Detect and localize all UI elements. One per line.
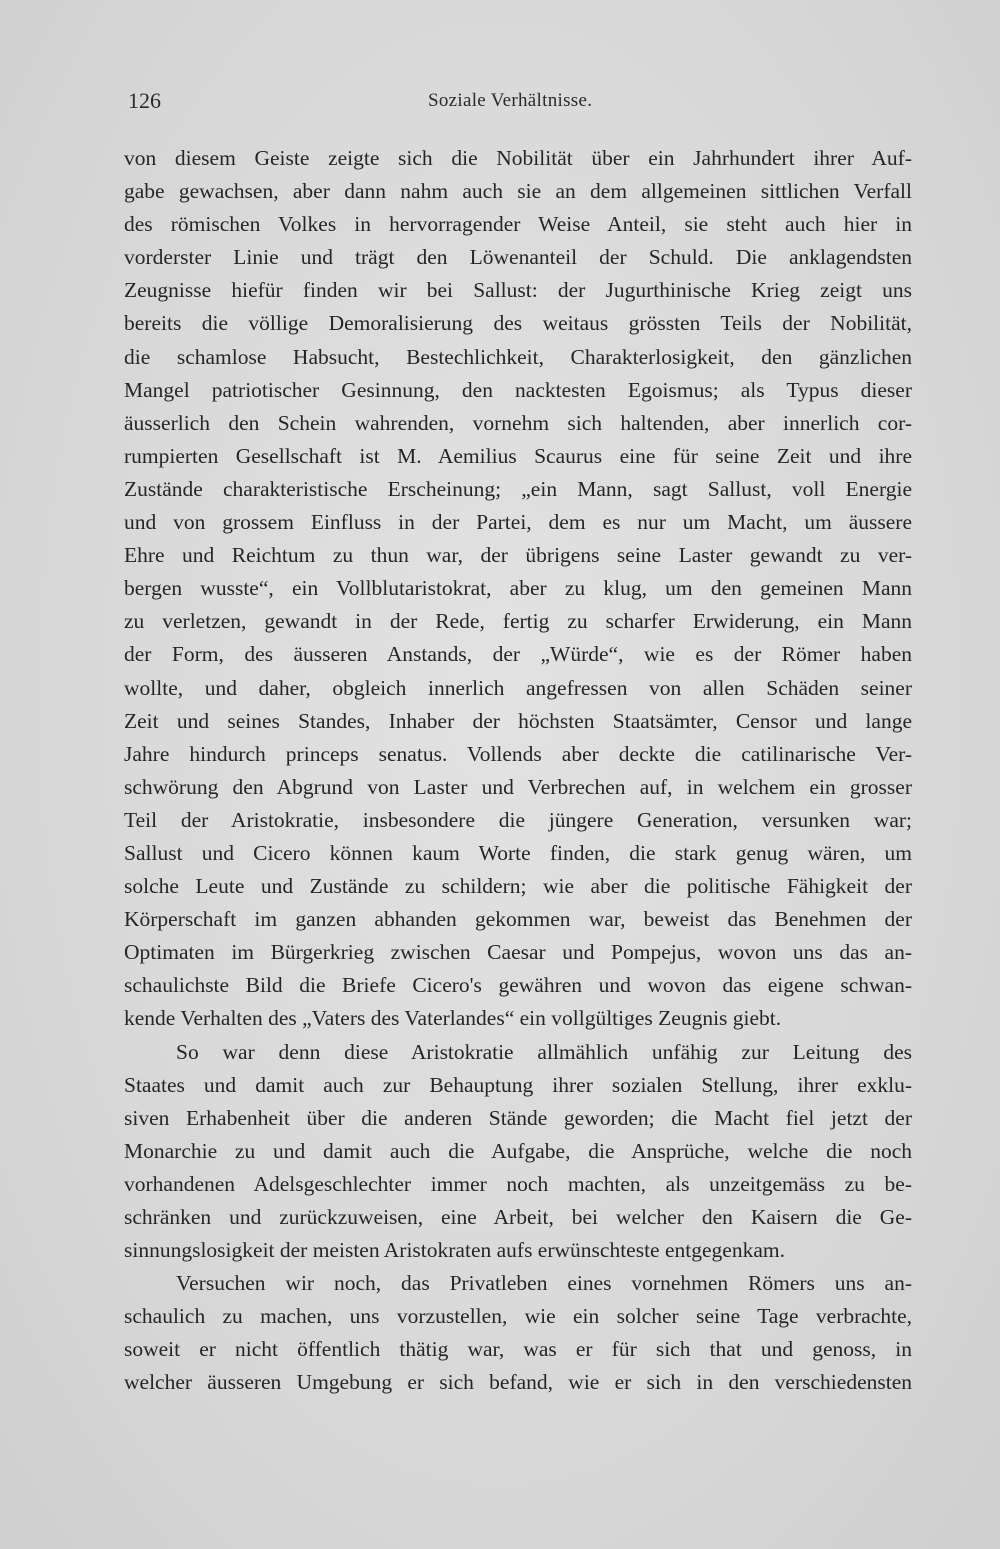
text-line: bergen wusste“, ein Vollblutaristokrat, aber zu klug, um den gemeinen Mann: [124, 576, 912, 601]
text-line: solche Leute und Zustände zu schildern; wie aber die politische Fähigkeit der: [124, 874, 912, 899]
text-line: vorhandenen Adelsgeschlechter immer noch machten, als unzeitgemäss zu be-: [124, 1171, 912, 1196]
text-line: Teil der Aristokratie, insbesondere die jüngere Generation, versunken war;: [124, 807, 912, 832]
page-number: 126: [128, 88, 161, 113]
page-header: [128, 88, 906, 118]
text-line: kende Verhalten des „Vaters des Vaterlandes“ ein vollgültiges Zeugnis giebt.: [124, 1006, 782, 1031]
text-line: schaulich zu machen, uns vorzustellen, wie ein solcher seine Tage verbrachte,: [124, 1304, 912, 1329]
text-line: Zeit und seines Standes, Inhaber der höchsten Staatsämter, Censor und lange: [124, 708, 912, 733]
text-line: schwörung den Abgrund von Laster und Verbrechen auf, in welchem ein grosser: [124, 774, 912, 799]
text-line: soweit er nicht öffentlich thätig war, was er für sich that und genoss, in: [124, 1337, 912, 1362]
text-line: Körperschaft im ganzen abhanden gekommen war, beweist das Benehmen der: [124, 907, 912, 932]
text-line: Zustände charakteristische Erscheinung; „ein Mann, sagt Sallust, voll Energie: [124, 476, 912, 501]
text-line: Optimaten im Bürgerkrieg zwischen Caesar und Pompejus, wovon uns das an-: [124, 940, 912, 965]
text-line: wollte, und daher, obgleich innerlich angefressen von allen Schäden seiner: [124, 675, 912, 700]
text-line: rumpierten Gesellschaft ist M. Aemilius Scaurus eine für seine Zeit und ihre: [124, 443, 912, 468]
text-line: Staates und damit auch zur Behauptung ihrer sozialen Stellung, ihrer exklu-: [124, 1072, 912, 1097]
text-line: gabe gewachsen, aber dann nahm auch sie an dem allgemeinen sittlichen Verfall: [124, 179, 912, 204]
text-line: So war denn diese Aristokratie allmählich unfähig zur Leitung des: [176, 1039, 912, 1064]
text-line: der Form, des äusseren Anstands, der „Würde“, wie es der Römer haben: [124, 642, 912, 667]
text-line: von diesem Geiste zeigte sich die Nobilität über ein Jahrhundert ihrer Auf-: [124, 146, 912, 170]
text-line: Monarchie zu und damit auch die Aufgabe, die Ansprüche, welche die noch: [124, 1138, 912, 1163]
text-line: sinnungslosigkeit der meisten Aristokraten aufs erwünschteste entgegenkam.: [124, 1238, 785, 1263]
text-line: bereits die völlige Demoralisierung des weitaus grössten Teils der Nobilität,: [124, 311, 912, 336]
text-line: Zeugnisse hiefür finden wir bei Sallust: der Jugurthinische Krieg zeigt uns: [124, 278, 912, 303]
text-line: die schamlose Habsucht, Bestechlichkeit, Charakterlosigkeit, den gänzlichen: [124, 344, 912, 369]
text-line: vorderster Linie und trägt den Löwenanteil der Schuld. Die anklagendsten: [124, 245, 912, 270]
text-line: Mangel patriotischer Gesinnung, den nacktesten Egoismus; als Typus dieser: [124, 377, 912, 402]
text-line: Jahre hindurch princeps senatus. Vollends aber deckte die catilinarische Ver-: [124, 741, 912, 766]
text-line: schränken und zurückzuweisen, eine Arbeit, bei welcher den Kaisern die Ge-: [124, 1205, 912, 1229]
text-line: welcher äusseren Umgebung er sich befand, wie er sich in den verschiedensten: [124, 1370, 912, 1395]
text-line: schaulichste Bild die Briefe Cicero's gewähren und wovon das eigene schwan-: [124, 973, 912, 998]
text-line: siven Erhabenheit über die anderen Stände geworden; die Macht fiel jetzt der: [124, 1105, 912, 1130]
running-head: Soziale Verhältnisse.: [428, 90, 593, 111]
text-line: Sallust und Cicero können kaum Worte finden, die stark genug wären, um: [124, 840, 912, 865]
body-text: [124, 142, 912, 1400]
text-line: Versuchen wir noch, das Privatleben eines vornehmen Römers uns an-: [176, 1271, 912, 1296]
text-line: äusserlich den Schein wahrenden, vornehm sich haltenden, aber innerlich cor-: [124, 410, 912, 435]
text-line: und von grossem Einfluss in der Partei, dem es nur um Macht, um äussere: [124, 510, 912, 535]
text-line: zu verletzen, gewandt in der Rede, fertig zu scharfer Erwiderung, ein Mann: [124, 609, 912, 634]
text-line: Ehre und Reichtum zu thun war, der übrigens seine Laster gewandt zu ver-: [124, 543, 912, 568]
text-line: des römischen Volkes in hervorragender Weise Anteil, sie steht auch hier in: [124, 212, 912, 237]
